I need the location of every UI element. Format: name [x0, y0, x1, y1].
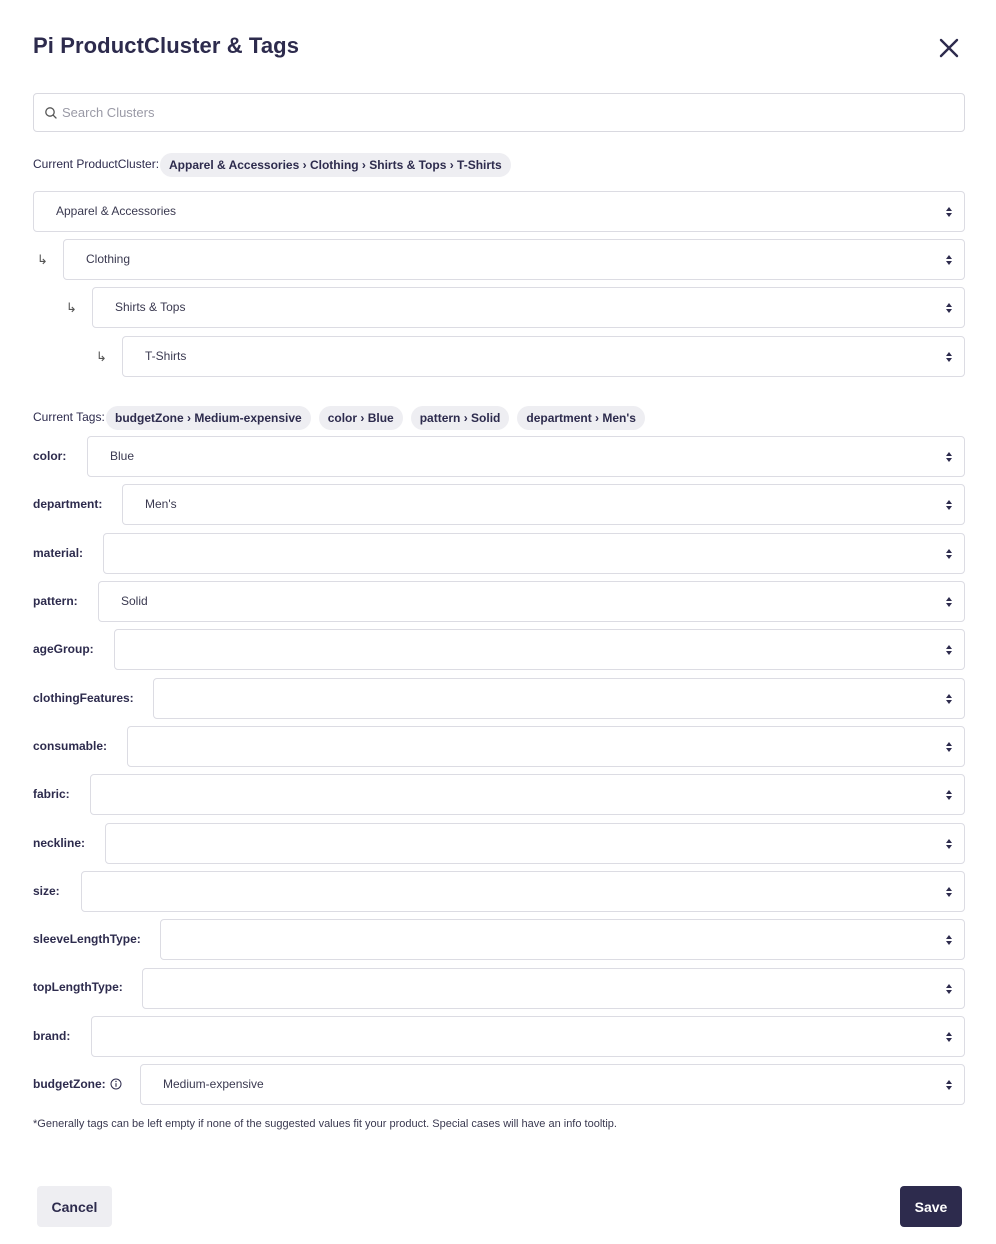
select-arrows-icon [945, 788, 953, 802]
current-tags-label: Current Tags: [33, 410, 105, 424]
tag-label-toplengthtype: topLengthType: [33, 980, 123, 994]
tag-select-value: Blue [110, 449, 135, 463]
select-arrows-icon [945, 885, 953, 899]
select-arrows-icon [945, 1030, 953, 1044]
tag-select-color[interactable] [87, 436, 965, 477]
select-arrows-icon [945, 837, 953, 851]
cluster-select-level-2[interactable] [63, 239, 965, 280]
select-arrows-icon [945, 253, 953, 267]
select-arrows-icon [945, 450, 953, 464]
cluster-select-level-3[interactable] [92, 287, 965, 328]
footnote: *Generally tags can be left empty if none of the suggested values fit your product. Special cases will have an info tooltip. [33, 1118, 617, 1130]
select-arrows-icon [945, 595, 953, 609]
select-arrows-icon [945, 740, 953, 754]
select-arrows-icon [945, 692, 953, 706]
tag-label-color: color: [33, 449, 67, 463]
tag-label-size: size: [33, 884, 60, 898]
search-box[interactable] [33, 93, 965, 132]
tag-select-sleevelengthtype[interactable] [160, 919, 965, 960]
select-arrows-icon [945, 643, 953, 657]
select-arrows-icon [945, 301, 953, 315]
tag-select-brand[interactable] [91, 1016, 965, 1057]
tag-label-clothingfeatures: clothingFeatures: [33, 691, 134, 705]
tag-label-sleevelengthtype: sleeveLengthType: [33, 932, 141, 946]
select-arrows-icon [945, 350, 953, 364]
tag-select-toplengthtype[interactable] [142, 968, 965, 1009]
tag-label-pattern: pattern: [33, 594, 78, 608]
select-arrows-icon [945, 547, 953, 561]
tag-label-consumable: consumable: [33, 739, 108, 753]
cluster-select-level-1[interactable] [33, 191, 965, 232]
cancel-button[interactable]: Cancel [37, 1186, 112, 1227]
tag-label-brand: brand: [33, 1029, 71, 1043]
select-arrows-icon [945, 933, 953, 947]
current-tags-chips [106, 406, 649, 430]
tag-label-agegroup: ageGroup: [33, 642, 94, 656]
tag-select-material[interactable] [103, 533, 965, 574]
tag-label-department: department: [33, 497, 103, 511]
tag-label-fabric: fabric: [33, 787, 70, 801]
tag-select-budgetzone[interactable] [140, 1064, 965, 1105]
tag-label-material: material: [33, 546, 84, 560]
tag-select-clothingfeatures[interactable] [153, 678, 965, 719]
cluster-select-value: Clothing [86, 252, 131, 266]
current-cluster-chip: Apparel & Accessories › Clothing › Shirts & Tops › T-Shirts [160, 153, 511, 177]
tag-label-neckline: neckline: [33, 836, 86, 850]
tag-select-consumable[interactable] [127, 726, 965, 767]
hierarchy-arrow-icon: ↳ [37, 252, 48, 267]
tag-chip: department › Men's [517, 406, 645, 430]
info-icon[interactable] [110, 1078, 122, 1090]
select-arrows-icon [945, 982, 953, 996]
hierarchy-arrow-icon: ↳ [66, 300, 77, 315]
dialog-title: Pi ProductCluster & Tags [33, 33, 300, 58]
tag-select-agegroup[interactable] [114, 629, 965, 670]
select-arrows-icon [945, 498, 953, 512]
tag-select-department[interactable] [122, 484, 965, 525]
cluster-select-level-4[interactable] [122, 336, 965, 377]
hierarchy-arrow-icon: ↳ [96, 349, 107, 364]
current-cluster-chips [160, 153, 515, 177]
cluster-select-value: Shirts & Tops [115, 300, 186, 314]
tag-select-pattern[interactable] [98, 581, 965, 622]
search-input[interactable] [62, 95, 952, 130]
tag-chip: pattern › Solid [411, 406, 510, 430]
tag-select-value: Men's [145, 497, 177, 511]
search-icon [44, 106, 58, 120]
tag-select-size[interactable] [81, 871, 965, 912]
tag-select-value: Solid [121, 594, 148, 608]
cluster-select-value: Apparel & Accessories [56, 204, 177, 218]
close-icon [932, 31, 966, 65]
tag-select-fabric[interactable] [90, 774, 965, 815]
tag-label-text: budgetZone: [33, 1077, 106, 1091]
current-cluster-label: Current ProductCluster: [33, 157, 160, 171]
save-button[interactable]: Save [900, 1186, 962, 1227]
select-arrows-icon [945, 1078, 953, 1092]
cluster-select-value: T-Shirts [145, 349, 187, 363]
tag-select-value: Medium-expensive [163, 1077, 264, 1091]
tag-chip: color › Blue [319, 406, 403, 430]
select-arrows-icon [945, 205, 953, 219]
tag-label-budgetzone [33, 1077, 122, 1091]
tag-chip: budgetZone › Medium-expensive [106, 406, 311, 430]
close-button[interactable] [932, 31, 966, 65]
tag-select-neckline[interactable] [105, 823, 965, 864]
